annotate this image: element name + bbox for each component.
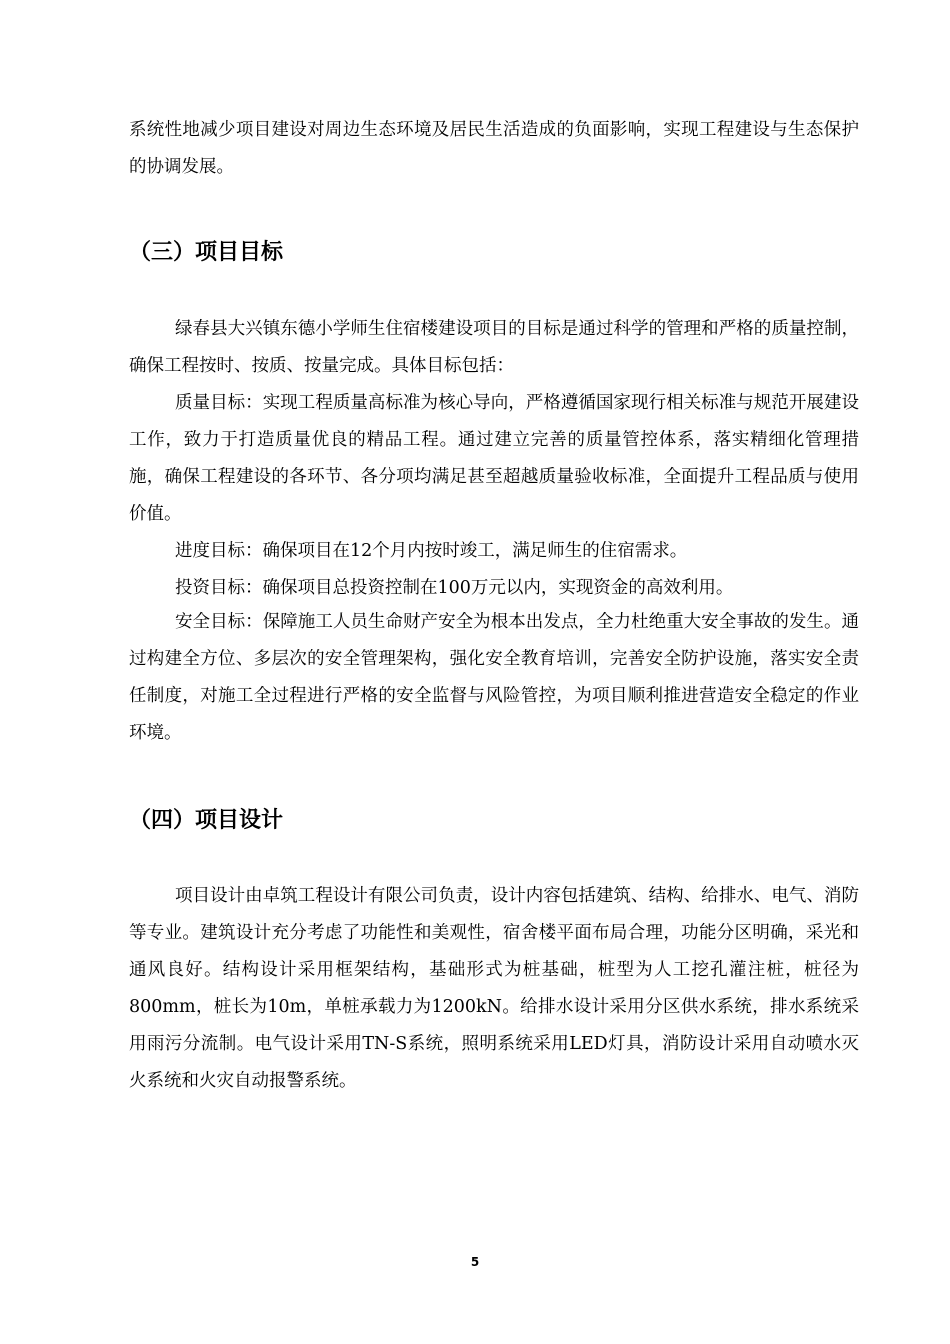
section-heading-project-design: （四）项目设计 [129, 808, 284, 833]
schedule-goal-paragraph: 进度目标：确保项目在12个月内按时竣工，满足师生的住宿需求。 [175, 541, 688, 561]
investment-goal-paragraph: 投资目标：确保项目总投资控制在100万元以内，实现资金的高效利用。 [175, 578, 734, 598]
quality-goal-paragraph: 质量目标：实现工程质量高标准为核心导向，严格遵循国家现行相关标准与规范开展建设工作，致力于打造质量优良的精品工程。通过建立完善的质量管控体系，落实精细化管理措施，确保工程建设的各环节、各分项均满足甚至超越质量验收标准，全面提升工程品质与使用价值。 [129, 393, 859, 524]
design-paragraph: 项目设计由卓筑工程设计有限公司负责，设计内容包括建筑、结构、给排水、电气、消防等专业。建筑设计充分考虑了功能性和美观性，宿舍楼平面布局合理，功能分区明确，采光和通风良好。结构设计采用框架结构，基础形式为桩基础，桩型为人工挖孔灌注桩，桩径为800mm，桩长为10m，单桩承载力为1200kN。给排水设计采用分区供水系统，排水系统采用雨污分流制。电气设计采用TN-S系统，照明系统采用LED灯具，消防设计采用自动喷水灭火系统和火灾自动报警系统。 [129, 886, 859, 1091]
intro-paragraph: 系统性地减少项目建设对周边生态环境及居民生活造成的负面影响，实现工程建设与生态保护的协调发展。 [129, 120, 859, 177]
section-heading-project-goals: （三）项目目标 [129, 240, 284, 265]
goals-intro-paragraph: 绿春县大兴镇东德小学师生住宿楼建设项目的目标是通过科学的管理和严格的质量控制，确保工程按时、按质、按量完成。具体目标包括： [129, 319, 859, 376]
page-number: 5 [470, 1255, 480, 1269]
safety-goal-paragraph: 安全目标：保障施工人员生命财产安全为根本出发点，全力杜绝重大安全事故的发生。通过构建全方位、多层次的安全管理架构，强化安全教育培训，完善安全防护设施，落实安全责任制度，对施工全过程进行严格的安全监督与风险管控，为项目顺利推进营造安全稳定的作业环境。 [129, 612, 859, 743]
